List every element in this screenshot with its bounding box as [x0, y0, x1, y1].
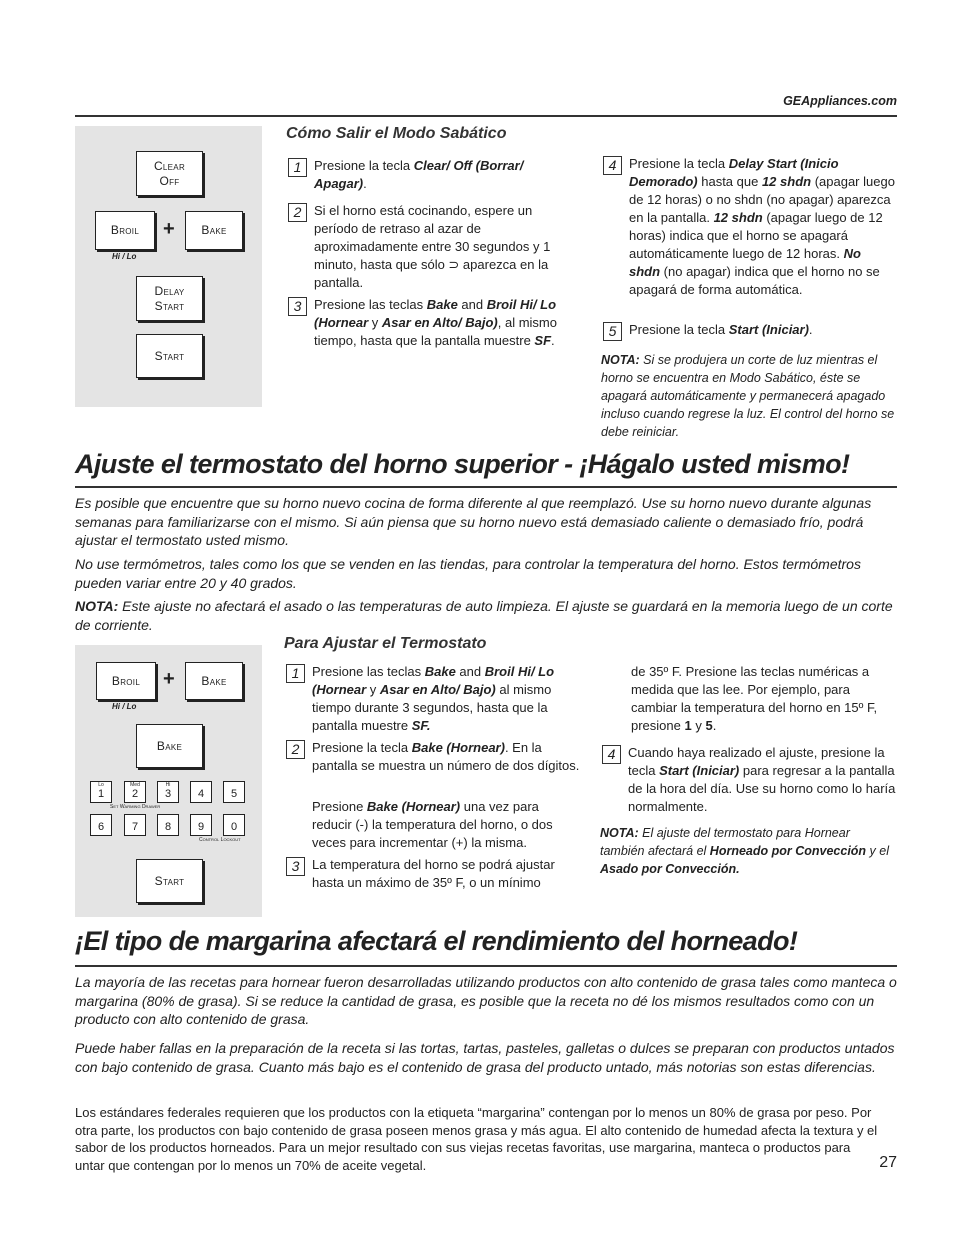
- number-key-7: [124, 814, 146, 836]
- text-run: SF: [534, 333, 552, 348]
- text-run: (apagar luego de 12 horas) o no shdn (no apagar) aparezca en la pantalla.: [629, 174, 895, 225]
- text-run: No shdn: [629, 246, 861, 279]
- step-number: 2: [288, 203, 307, 222]
- sabbath-step-2: [288, 202, 578, 292]
- text-run: .: [712, 718, 717, 733]
- key-digit: 8: [164, 821, 172, 833]
- text-run: Asar en Alto/ Bajo): [379, 682, 496, 697]
- text-run: and: [455, 664, 485, 679]
- thermostat-convection-note: [600, 824, 897, 878]
- step-text: [312, 663, 580, 735]
- plus-sign: +: [163, 218, 175, 240]
- text-run: Presione la tecla: [312, 740, 412, 755]
- key-digit: 6: [97, 821, 105, 833]
- clear-off-key: [136, 151, 203, 196]
- margarine-paragraph-2: Puede haber fallas en la preparación de la receta si las tortas, tartas, pasteles, galletas o dulces se preparan con productos untados con bajo contenido de grasa. Cuanto más bajo es el contenido de grasa del producto untado, más notorias son estas diferencias.: [75, 1040, 895, 1075]
- text-run: , al mismo tiempo, hasta que la pantalla muestre: [314, 315, 557, 348]
- thermostat-heading: Ajuste el termostato del horno superior - ¡Hágalo usted mismo!: [75, 449, 850, 479]
- key-digit: 1: [97, 788, 105, 800]
- delay-start-key-line2: Start: [154, 298, 185, 313]
- start-key: Start: [136, 859, 203, 903]
- text-run: Presione la tecla: [629, 322, 729, 337]
- delay-start-key: [136, 276, 203, 321]
- step-text: [312, 739, 580, 775]
- broil-key: Broil: [96, 662, 156, 700]
- text-run: Presione la tecla: [629, 156, 729, 171]
- text-run: NOTA:: [601, 353, 640, 367]
- thermostat-subtitle: Para Ajustar el Termostato: [284, 635, 487, 652]
- text-run: El ajuste del termostato para Hornear también afectará el: [600, 826, 850, 858]
- text-run: Broil Hi/ Lo (Hornear: [314, 297, 557, 330]
- thermostat-step-2-continued: [286, 798, 580, 852]
- step-text: [312, 798, 580, 852]
- text-run: y el: [866, 844, 890, 858]
- text-run: Bake: [424, 664, 456, 679]
- thermostat-step-3-continued: [605, 663, 897, 735]
- plus-sign: +: [163, 668, 175, 690]
- thermostat-step-3: [286, 856, 580, 892]
- hi-lo-label: Hi / Lo: [112, 252, 137, 261]
- step-text: [628, 744, 897, 816]
- text-run: Este ajuste no afectará el asado o las temperaturas de auto limpieza. El ajuste se guardará en la memoria luego de un corte de corriente.: [75, 598, 893, 633]
- key-digit: 3: [164, 788, 172, 800]
- text-run: 5: [705, 718, 713, 733]
- number-key-8: [157, 814, 179, 836]
- site-url[interactable]: GEAppliances.com: [783, 94, 897, 108]
- text-run: Si el horno está cocinando, espere un período de retraso al azar de aproximadamente entre 30 segundos y 1 minuto, hasta que sólo ⊃ aparezca en la pantalla.: [314, 203, 551, 290]
- key-digit: 0: [230, 821, 238, 833]
- number-key-1: [90, 781, 112, 803]
- broil-key: Broil: [95, 211, 155, 250]
- sabbath-step-3: [288, 296, 578, 350]
- text-run: Start (Iniciar): [659, 763, 740, 778]
- clear-off-key-line2: Off: [159, 173, 180, 188]
- text-run: una vez para reducir (-) la temperatura del horno, o dos veces para incrementar (+) la misma.: [312, 799, 553, 850]
- text-run: y: [366, 682, 380, 697]
- warming-drawer-label: Set Warming Drawer: [110, 804, 161, 810]
- step-text: [314, 296, 578, 350]
- step-number: 5: [603, 322, 622, 341]
- sabbath-exit-title: Cómo Salir el Modo Sabático: [286, 125, 507, 142]
- text-run: Presione: [312, 799, 367, 814]
- sabbath-step-1: [288, 157, 578, 193]
- key-sublabel: Hi: [165, 782, 171, 788]
- text-run: (no apagar) indica que el horno no se apagará de forma automática.: [629, 264, 880, 297]
- margarine-heading: ¡El tipo de margarina afectará el rendimiento del horneado!: [75, 926, 798, 956]
- control-panel-diagram-sabbath: [75, 126, 262, 407]
- control-panel-diagram-thermostat: [75, 645, 262, 917]
- text-run: y: [368, 315, 382, 330]
- thermostat-step-2: [286, 739, 580, 775]
- text-run: Clear/ Off (Borrar/ Apagar): [314, 158, 524, 191]
- text-run: SF.: [411, 718, 431, 733]
- text-run: 1: [684, 718, 692, 733]
- text-run: hasta que: [697, 174, 762, 189]
- step-text: [312, 856, 580, 892]
- key-digit: 9: [197, 821, 205, 833]
- text-run: Si se produjera un corte de luz mientras el horno se encuentra en Modo Sabático, éste se apagará automáticamente y permanecerá apagado incluso cuando regrese la luz. El control del horno se debe reiniciar.: [601, 353, 895, 439]
- key-digit: 5: [230, 788, 238, 800]
- thermostat-intro: Es posible que encuentre que su horno nuevo cocina de forma diferente al que reemplazó. Use su horno nuevo durante algunas semanas para familiarizarse con el mismo. Si aún piensa que su horno nuevo está demasiado caliente o demasiado frío, podrá ajustar el termostato usted mismo.: [75, 495, 872, 548]
- page-number: 27: [879, 1154, 897, 1171]
- step-text: [629, 155, 895, 299]
- key-sublabel: Med: [130, 782, 140, 788]
- text-run: Delay Start (Inicio Demorado): [629, 156, 839, 189]
- text-run: 12 shdn: [713, 210, 763, 225]
- step-text: [629, 321, 895, 339]
- thermostat-rule: [75, 486, 897, 488]
- text-run: Horneado por Convección: [709, 844, 867, 858]
- bake-key: Bake: [185, 662, 243, 700]
- thermostat-note: [75, 597, 897, 634]
- margarine-paragraph-3: Los estándares federales requieren que los productos con la etiqueta “margarina” contengan por lo menos un 80% de grasa por peso. Por otra parte, los productos con bajo contenido de grasa poseen menos grasa y más agua. El alto contenido de humedad afecta la textura y el sabor de los productos horneados. Para un mejor resultado con sus viejas recetas favoritas, use margarina, manteca o productos para untar que contengan por lo menos un 70% de aceite vegetal.: [75, 1105, 878, 1173]
- key-sublabel: Lo: [98, 782, 104, 788]
- text-run: .: [551, 333, 555, 348]
- text-run: NOTA:: [600, 826, 639, 840]
- text-run: Asar en Alto/ Bajo): [381, 315, 498, 330]
- text-run: Bake: [426, 297, 458, 312]
- text-run: Presione la tecla: [314, 158, 414, 173]
- text-run: Start (Iniciar): [728, 322, 809, 337]
- text-run: y: [691, 718, 706, 733]
- text-run: Bake (Hornear): [366, 799, 461, 814]
- sabbath-note: [601, 351, 897, 441]
- step-text: [631, 663, 897, 735]
- step-number: 3: [286, 857, 305, 876]
- number-key-6: [90, 814, 112, 836]
- text-run: .: [363, 176, 367, 191]
- text-run: Broil Hi/ Lo (Hornear: [312, 664, 555, 697]
- step-text: [314, 157, 578, 193]
- hi-lo-label: Hi / Lo: [112, 702, 137, 711]
- text-run: para regresar a la pantalla de la hora del día. Use su horno como lo haría normalmente.: [628, 763, 896, 814]
- sabbath-step-4: [603, 155, 895, 299]
- text-run: al mismo tiempo durante 3 segundos, hasta que la pantalla muestre: [312, 682, 552, 733]
- key-digit: 2: [131, 788, 139, 800]
- step-number: 1: [288, 158, 307, 177]
- thermostat-step-4: [602, 744, 897, 816]
- text-run: La temperatura del horno se podrá ajustar hasta un máximo de 35º F, o un mínimo: [312, 857, 555, 890]
- sabbath-step-5: [603, 321, 895, 339]
- text-run: 12 shdn: [761, 174, 812, 189]
- delay-start-key-line1: Delay: [154, 283, 185, 298]
- number-key-3: [157, 781, 179, 803]
- thermostat-step-1: [286, 663, 580, 735]
- step-number: 2: [286, 740, 305, 759]
- text-run: (apagar luego de 12 horas) indica que el horno se apagará automáticamente luego de 12 horas.: [629, 210, 883, 261]
- bake-key: Bake: [185, 211, 243, 250]
- start-key: Start: [136, 334, 203, 378]
- step-number: 3: [288, 297, 307, 316]
- key-digit: 4: [197, 788, 205, 800]
- text-run: .: [808, 322, 813, 337]
- thermostat-thermometer-warning: No use termómetros, tales como los que se venden en las tiendas, para controlar la temperatura del horno. Estos termómetros pueden variar entre 20 y 40 grados.: [75, 556, 861, 591]
- text-run: Presione las teclas: [314, 297, 427, 312]
- text-run: . En la pantalla se muestra un número de dos dígitos.: [312, 740, 580, 773]
- text-run: Presione las teclas: [312, 664, 425, 679]
- number-key-0: [223, 814, 245, 836]
- clear-off-key-line1: Clear: [153, 158, 186, 173]
- margarine-rule: [75, 965, 897, 967]
- step-text: [314, 202, 578, 292]
- number-key-4: [190, 781, 212, 803]
- text-run: NOTA:: [75, 598, 119, 614]
- step-number: 4: [602, 745, 621, 764]
- text-run: de 35º F. Presione las teclas numéricas a medida que las lee. Por ejemplo, para cambiar la temperatura del horno en 15º F, presione: [631, 664, 878, 733]
- top-rule: [75, 115, 897, 117]
- number-key-5: [223, 781, 245, 803]
- text-run: and: [457, 297, 487, 312]
- step-number: 4: [603, 156, 622, 175]
- control-lockout-label: Control Lockout: [199, 837, 241, 843]
- number-key-2: [124, 781, 146, 803]
- text-run: Bake (Hornear): [411, 740, 505, 755]
- text-run: Cuando haya realizado el ajuste, presione la tecla: [628, 745, 885, 778]
- step-number: 1: [286, 664, 305, 683]
- text-run: Asado por Convección.: [600, 862, 740, 876]
- key-digit: 7: [131, 821, 139, 833]
- margarine-paragraph-1: La mayoría de las recetas para hornear fueron desarrolladas utilizando productos con alto contenido de grasa tales como manteca o margarina (80% de grasa). Si se reduce la cantidad de grasa, es posible que la receta no dé los mismos resultados como con un producto con alto contenido de grasa.: [75, 974, 897, 1027]
- bake-key-large: Bake: [136, 724, 203, 768]
- number-key-9: [190, 814, 212, 836]
